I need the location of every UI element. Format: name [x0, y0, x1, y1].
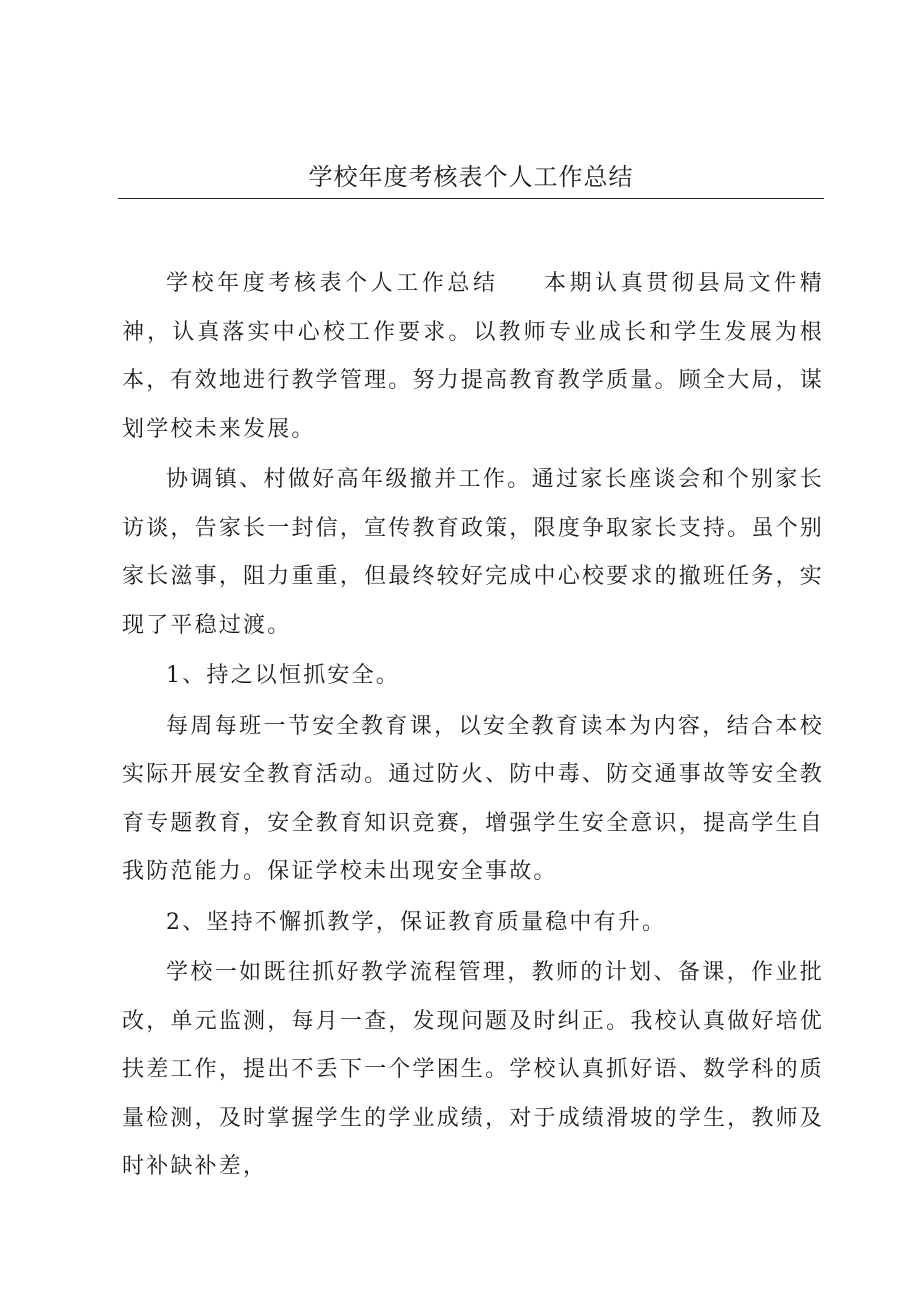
- title-block: [118, 160, 824, 199]
- title-underline: [118, 198, 824, 199]
- heading-safety: 1、持之以恒抓安全。: [166, 663, 400, 688]
- document-body: [122, 260, 824, 1194]
- intro-lead: 学校年度考核表个人工作总结: [166, 271, 499, 296]
- paragraph-teaching: 学校一如既往抓好教学流程管理，教师的计划、备课，作业批改，单元监测，每月一查，发现问题及时纠正。我校认真做好培优扶差工作，提出不丢下一个学困生。学校认真抓好语、数学科的质量检测，及时掌握学生的学业成绩，对于成绩滑坡的学生，教师及时补缺补差，: [122, 960, 824, 1179]
- heading-teaching: 2、坚持不懈抓教学，保证教育质量稳中有升。: [166, 909, 667, 935]
- paragraph-merge-classes: 协调镇、村做好高年级撤并工作。通过家长座谈会和个别家长访谈，告家长一封信，宣传教育政策，限度争取家长支持。虽个别家长滋事，阻力重重，但最终较好完成中心校要求的撤班任务，实现了平稳过渡。: [122, 467, 824, 638]
- paragraph-intro: [122, 260, 824, 454]
- document-title: 学校年度考核表个人工作总结: [308, 163, 634, 191]
- intro-rest: 本期认真贯彻县局文件精神，认真落实中心校工作要求。以教师专业成长和学生发展为根本，有效地进行教学管理。努力提高教育教学质量。顾全大局，谋划学校未来发展。: [122, 271, 824, 442]
- paragraph-safety: 每周每班一节安全教育课，以安全教育读本为内容，结合本校实际开展安全教育活动。通过防火、防中毒、防交通事故等安全教育专题教育，安全教育知识竞赛，增强学生安全意识，提高学生自我防范能力。保证学校未出现安全事故。: [122, 713, 824, 884]
